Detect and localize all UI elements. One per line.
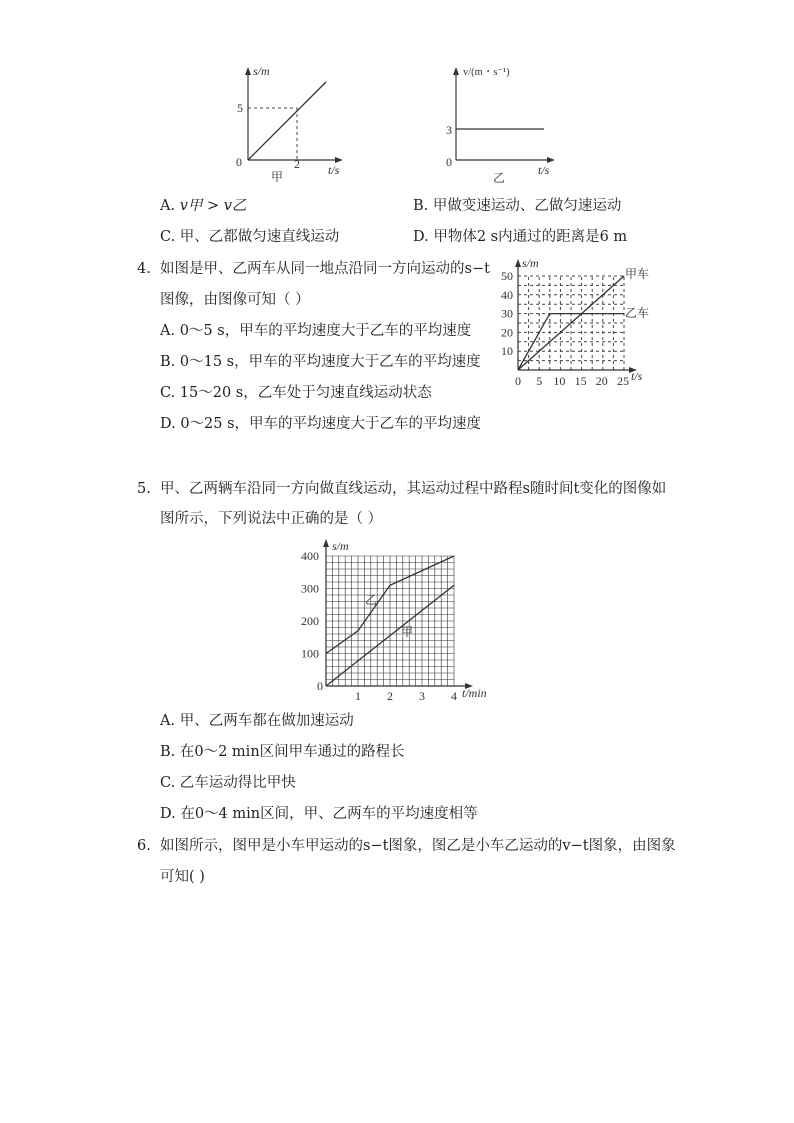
- q4-option-d[interactable]: [160, 415, 481, 433]
- q4-chart: [484, 256, 664, 388]
- q5-option-b-text: 在0～2 min区间甲车通过的路程长: [179, 744, 405, 760]
- q3-option-b-letter: B.: [413, 198, 429, 214]
- q3-jia-line: [248, 82, 326, 160]
- q4-xlabel: t/s: [631, 369, 643, 383]
- q3-option-c-letter: C.: [160, 229, 176, 245]
- q4-y-tick-label: 50: [501, 269, 513, 283]
- q5-x-tick-label: 2: [387, 689, 393, 702]
- q5-number: 5.: [137, 481, 151, 497]
- q4-x-tick-label: 20: [595, 374, 608, 388]
- q5-x-tick-label: 4: [451, 689, 457, 702]
- q5-x-ticks: [317, 679, 457, 702]
- q4-option-b-letter: B.: [160, 354, 176, 370]
- q4-x-tick-label: 5: [536, 374, 543, 388]
- q3-option-a-text: v甲 > v乙: [179, 198, 247, 214]
- q3-yi-origin: 0: [446, 155, 452, 169]
- q3-jia-y-arrow: [245, 67, 251, 75]
- q3-jia-caption: 甲: [271, 170, 284, 184]
- q5-option-b[interactable]: [160, 743, 405, 761]
- q5-x-tick-label: 0: [317, 679, 323, 693]
- q4-x-tick-label: 0: [515, 374, 521, 388]
- q5-option-c[interactable]: [160, 774, 296, 792]
- q4-y-tick-label: 40: [501, 287, 513, 302]
- q4-stem-line2: 图像，由图像可知（ ）: [160, 292, 310, 308]
- q5-series-label-jia: 甲: [401, 625, 414, 639]
- q6-number: 6.: [137, 838, 151, 854]
- q4-option-c-letter: C.: [160, 385, 176, 401]
- q4-option-d-text: 0～25 s，甲车的平均速度大于乙车的平均速度: [180, 416, 482, 432]
- q5-y-ticks: [301, 549, 319, 661]
- q6-stem-line2: 可知( ): [160, 869, 205, 885]
- q4-option-a-letter: A.: [160, 323, 176, 339]
- q3-option-c[interactable]: [160, 228, 339, 246]
- q3-jia-xlabel: t/s: [328, 163, 340, 177]
- q5-x-tick-label: 3: [419, 689, 425, 702]
- q5-y-tick-label: 100: [301, 646, 319, 661]
- q5-option-d[interactable]: [160, 805, 478, 823]
- q5-y-tick-label: 400: [301, 549, 319, 563]
- q3-option-b[interactable]: [413, 197, 621, 215]
- q4-y-tick-label: 20: [501, 325, 513, 340]
- q4-y-tick-label: 30: [501, 306, 513, 321]
- q5-chart: [290, 536, 500, 702]
- q5-grid: [326, 556, 454, 686]
- q3-option-c-text: 甲、乙都做匀速直线运动: [179, 229, 340, 245]
- q3-option-d-text: 甲物体2 s内通过的距离是6 m: [433, 229, 628, 245]
- q5-ylabel: s/m: [332, 539, 349, 553]
- q4-number: 4.: [137, 261, 151, 277]
- q3-yi-ylabel: v/(m・s⁻¹): [463, 67, 510, 78]
- q5-y-tick-label: 300: [301, 581, 319, 596]
- q4-x-tick-label: 15: [574, 374, 587, 388]
- q4-x-tick-label: 25: [617, 374, 629, 388]
- q3-jia-origin: 0: [236, 155, 242, 169]
- q6-stem-line1: 如图所示，图甲是小车甲运动的s−t图象，图乙是小车乙运动的v−t图象，由图象: [160, 838, 676, 854]
- q3-option-d-letter: D.: [413, 229, 429, 245]
- q4-option-c[interactable]: [160, 384, 432, 402]
- q4-y-tick-label: 10: [501, 344, 513, 359]
- q3-jia-xtick: 2: [294, 157, 300, 171]
- q3-jia-ylabel: s/m: [253, 64, 270, 78]
- q4-x-tick-label: 10: [553, 374, 566, 388]
- q4-series-label-jia: 甲车: [625, 267, 650, 281]
- q5-series-label-yi: 乙: [365, 593, 378, 607]
- q3-option-a[interactable]: [160, 197, 246, 215]
- q3-yi-ytick: 3: [446, 123, 452, 137]
- q5-xlabel: t/min: [462, 686, 487, 700]
- q4-option-a-text: 0～5 s，甲车的平均速度大于乙车的平均速度: [179, 323, 472, 339]
- q3-yi-caption: 乙: [493, 171, 506, 185]
- q4-option-a[interactable]: [160, 322, 471, 340]
- q5-option-d-letter: D.: [160, 806, 176, 822]
- q4-y-ticks: [501, 269, 513, 358]
- q5-y-arrow: [323, 539, 329, 547]
- q3-option-b-text: 甲做变速运动、乙做匀速运动: [432, 198, 622, 214]
- q5-x-tick-label: 1: [355, 689, 361, 702]
- q5-option-c-letter: C.: [160, 775, 176, 791]
- q3-yi-y-arrow: [453, 67, 459, 75]
- q3-graph-yi: [438, 62, 568, 190]
- q5-option-b-letter: B.: [160, 744, 176, 760]
- q5-y-tick-label: 200: [301, 614, 319, 628]
- q5-option-c-text: 乙车运动得比甲快: [179, 775, 296, 791]
- q4-series-label-yi: 乙车: [625, 306, 650, 320]
- q5-option-a-text: 甲、乙两车都在做加速运动: [179, 713, 354, 729]
- q3-option-a-letter: A.: [160, 198, 176, 214]
- q3-option-d[interactable]: [413, 228, 627, 246]
- q4-stem-line1: 如图是甲、乙两车从同一地点沿同一方向运动的s−t: [160, 261, 490, 277]
- q4-ylabel: s/m: [522, 256, 539, 270]
- q4-option-c-text: 15～20 s，乙车处于匀速直线运动状态: [179, 385, 432, 401]
- q4-option-d-letter: D.: [160, 416, 176, 432]
- q5-option-d-text: 在0～4 min区间，甲、乙两车的平均速度相等: [180, 806, 478, 822]
- q5-stem-line1: 甲、乙两辆车沿同一方向做直线运动，其运动过程中路程s随时间t变化的图像如: [160, 481, 667, 497]
- q4-option-b-text: 0～15 s，甲车的平均速度大于乙车的平均速度: [179, 354, 481, 370]
- q4-y-arrow: [515, 259, 521, 267]
- q3-graph-jia: [226, 62, 356, 190]
- q3-jia-ytick: 5: [237, 101, 243, 115]
- q4-option-b[interactable]: [160, 353, 481, 371]
- q4-x-ticks: [515, 374, 629, 388]
- q5-option-a-letter: A.: [160, 713, 176, 729]
- q5-stem-line2: 图所示，下列说法中正确的是（ ）: [160, 511, 383, 527]
- q3-yi-xlabel: t/s: [538, 163, 550, 177]
- q5-option-a[interactable]: [160, 712, 354, 730]
